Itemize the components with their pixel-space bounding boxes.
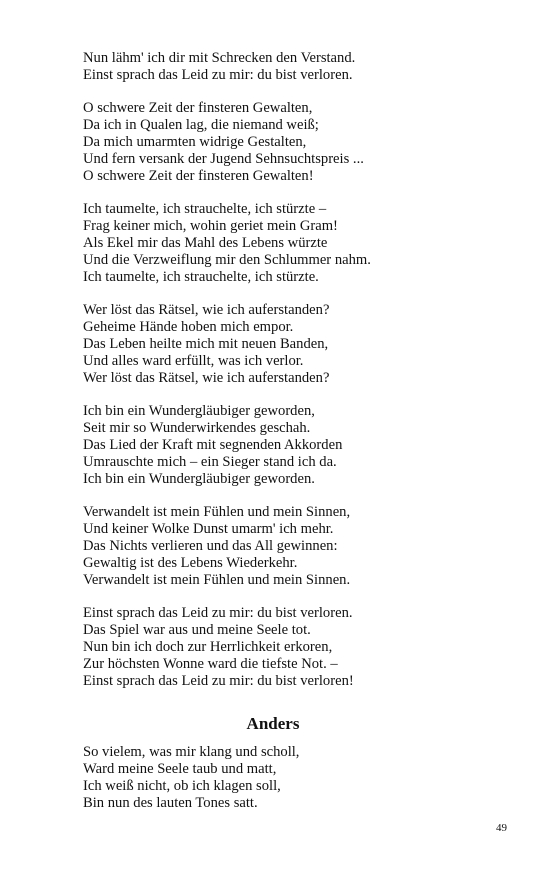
poem-title: Anders — [246, 714, 300, 733]
poem-line: Ich bin ein Wundergläubiger geworden. — [83, 471, 315, 487]
poem-line: Und keiner Wolke Dunst umarm' ich mehr. — [83, 521, 334, 537]
page-content — [83, 50, 503, 828]
poem-line: Frag keiner mich, wohin geriet mein Gram! — [83, 218, 338, 234]
poem-line: Zur höchsten Wonne ward die tiefste Not. – — [83, 656, 338, 672]
poem-line: Wer löst das Rätsel, wie ich auferstanden? — [83, 302, 330, 318]
stanza — [83, 100, 503, 185]
poem-line: Nun lähm' ich dir mit Schrecken den Verstand. — [83, 50, 356, 66]
stanza — [83, 744, 503, 812]
poem-line: Einst sprach das Leid zu mir: du bist verloren. — [83, 605, 353, 621]
poem-line: Ich taumelte, ich strauchelte, ich stürzte – — [83, 201, 327, 217]
poem-line: Gewaltig ist des Lebens Wiederkehr. — [83, 555, 298, 571]
page-number: 49 — [496, 822, 507, 834]
poem-line: Und die Verzweiflung mir den Schlummer nahm. — [83, 252, 371, 268]
poem-line: Umrauschte mich – ein Sieger stand ich da. — [83, 454, 337, 470]
poem-line: Ich bin ein Wundergläubiger geworden, — [83, 403, 315, 419]
stanza — [83, 504, 503, 589]
stanza — [83, 403, 503, 488]
poem-line: Das Nichts verlieren und das All gewinnen: — [83, 538, 338, 554]
poem-line: Ich taumelte, ich strauchelte, ich stürzte. — [83, 269, 319, 285]
poem-line: Verwandelt ist mein Fühlen und mein Sinnen. — [83, 572, 351, 588]
stanza — [83, 50, 503, 84]
stanza — [83, 605, 503, 690]
poem-line: O schwere Zeit der finsteren Gewalten! — [83, 168, 314, 184]
poem-line: Nun bin ich doch zur Herrlichkeit erkoren, — [83, 639, 333, 655]
poem-line: Da mich umarmten widrige Gestalten, — [83, 134, 307, 150]
stanza — [83, 302, 503, 387]
poem-line: Ich weiß nicht, ob ich klagen soll, — [83, 778, 281, 794]
poem-line: Einst sprach das Leid zu mir: du bist verloren! — [83, 673, 354, 689]
poem-line: Wer löst das Rätsel, wie ich auferstanden? — [83, 370, 330, 386]
poem-line: Geheime Hände hoben mich empor. — [83, 319, 294, 335]
poem-line: O schwere Zeit der finsteren Gewalten, — [83, 100, 313, 116]
poem-line: Und fern versank der Jugend Sehnsuchtspreis ... — [83, 151, 364, 167]
poem-line: Und alles ward erfüllt, was ich verlor. — [83, 353, 304, 369]
poem-line: Ward meine Seele taub und matt, — [83, 761, 277, 777]
poem-line: Da ich in Qualen lag, die niemand weiß; — [83, 117, 319, 133]
poem-line: Das Lied der Kraft mit segnenden Akkorden — [83, 437, 343, 453]
poem-line: So vielem, was mir klang und scholl, — [83, 744, 300, 760]
stanza — [83, 201, 503, 286]
poem-line: Einst sprach das Leid zu mir: du bist verloren. — [83, 67, 353, 83]
poem-line: Das Leben heilte mich mit neuen Banden, — [83, 336, 329, 352]
poem-line: Das Spiel war aus und meine Seele tot. — [83, 622, 311, 638]
poem-line: Bin nun des lauten Tones satt. — [83, 795, 258, 811]
poem-line: Seit mir so Wunderwirkendes geschah. — [83, 420, 311, 436]
poem-line: Als Ekel mir das Mahl des Lebens würzte — [83, 235, 328, 251]
poem-line: Verwandelt ist mein Fühlen und mein Sinnen, — [83, 504, 351, 520]
